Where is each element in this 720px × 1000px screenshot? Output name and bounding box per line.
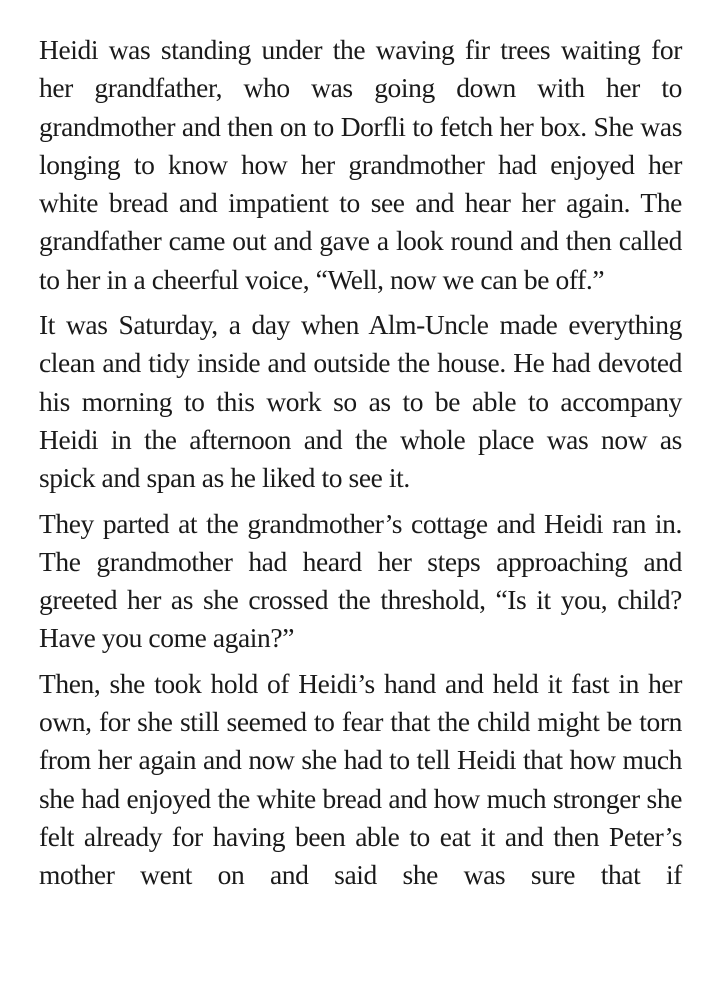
paragraph-4: Then, she took hold of Heidi’s hand and held it fast in her own, for she still seemed to fear that the child might be torn from her again and now she had to tell Heidi that how much she had enjoyed the white bread and how much stronger she felt already for having been able to eat it and then Peter’s mother went on and said she was sure that if [39, 667, 682, 891]
paragraph-3: They parted at the grandmother’s cottage and Heidi ran in. The grandmother had heard her steps approaching and greeted her as she crossed the threshold, “Is it you, child? Have you come again?” [39, 507, 682, 654]
page-body [39, 31, 682, 902]
paragraph-2: It was Saturday, a day when Alm-Uncle made everything clean and tidy inside and outside the house. He had devoted his morning to this work so as to be able to accompany Heidi in the afternoon and the whole place was now as spick and span as he liked to see it. [39, 309, 682, 494]
paragraph-1: Heidi was standing under the waving fir trees waiting for her grandfather, who was going down with her to grandmother and then on to Dorfli to fetch her box. She was longing to know how her grandmother had enjoyed her white bread and impatient to see and hear her again. The grandfather came out and gave a look round and then called to her in a cheerful voice, “Well, now we can be off.” [39, 34, 682, 295]
